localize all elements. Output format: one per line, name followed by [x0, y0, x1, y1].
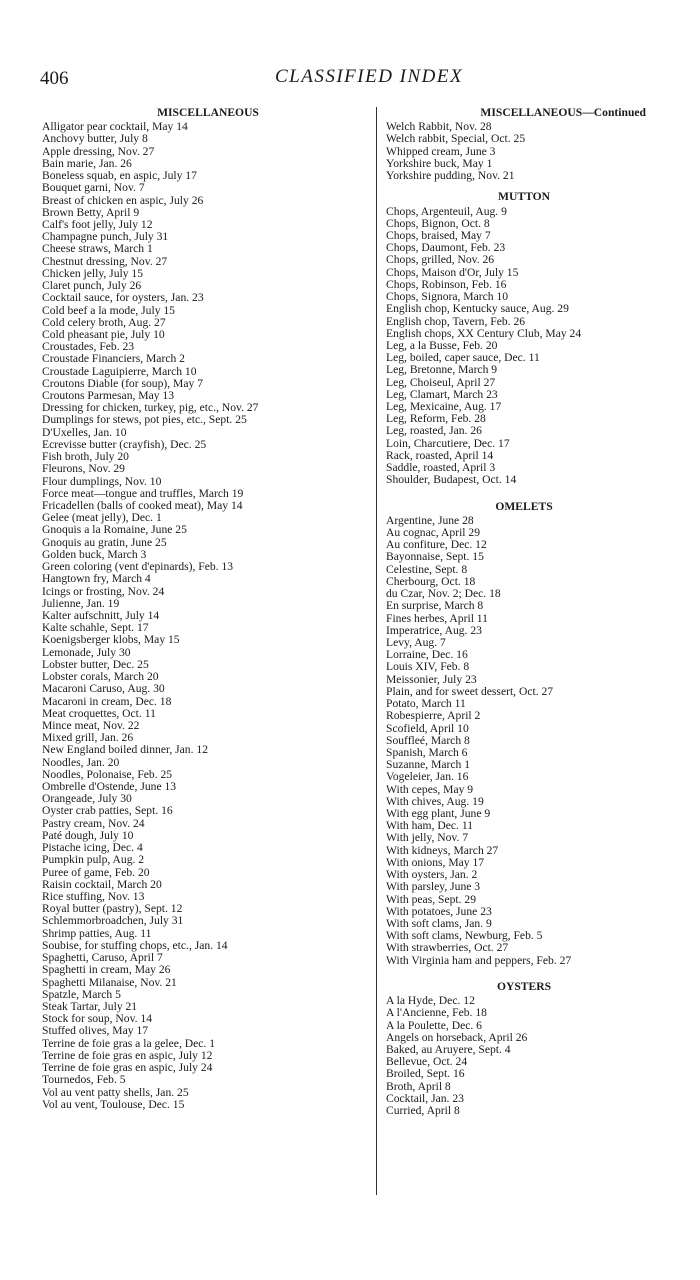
index-entry: Macaroni Caruso, Aug. 30 [42, 682, 165, 696]
section-heading-miscellaneous: MISCELLANEOUS [157, 106, 259, 119]
index-entry: Vol au vent, Toulouse, Dec. 15 [42, 1097, 185, 1111]
index-entry: Green coloring (vent d'epinards), Feb. 13 [42, 560, 234, 574]
index-entry: Spaghetti, Caruso, April 7 [42, 951, 163, 965]
index-entry: With chives, Aug. 19 [386, 794, 484, 808]
index-entry: Gelee (meat jelly), Dec. 1 [42, 511, 162, 525]
index-entry: Macaroni in cream, Dec. 18 [42, 694, 172, 708]
index-entry: Oyster crab patties, Sept. 16 [42, 804, 173, 818]
index-entry: Plain, and for sweet dessert, Oct. 27 [386, 684, 554, 698]
index-entry: With strawberries, Oct. 27 [386, 941, 509, 955]
index-entry: Leg, Choiseul, April 27 [386, 375, 496, 389]
index-entry: English chops, XX Century Club, May 24 [386, 326, 582, 340]
index-entry: Croutons Parmesan, May 13 [42, 389, 175, 403]
index-entry: Cherbourg, Oct. 18 [386, 574, 476, 588]
index-entry: Levy, Aug. 7 [386, 635, 446, 649]
index-entry: Lobster corals, March 20 [42, 670, 159, 684]
index-entry: Vol au vent patty shells, Jan. 25 [42, 1085, 189, 1099]
index-entry: Au confiture, Dec. 12 [386, 538, 487, 552]
index-entry: Leg, a la Busse, Feb. 20 [386, 338, 498, 352]
index-entry: With onions, May 17 [386, 855, 485, 869]
index-entry: Fricadellen (balls of cooked meat), May 14 [42, 499, 243, 512]
index-entry: A la Hyde, Dec. 12 [386, 994, 475, 1008]
index-entry: Leg, Reform, Feb. 28 [386, 412, 486, 426]
index-entry: Spatzle, March 5 [42, 987, 121, 1001]
index-entry: Bouquet garni, Nov. 7 [42, 181, 145, 195]
index-entry: Gnoquis au gratin, June 25 [42, 535, 167, 549]
running-head: CLASSIFIED INDEX [275, 66, 464, 87]
index-entry: English chop, Tavern, Feb. 26 [386, 314, 526, 328]
index-entry: Baked, au Aruyere, Sept. 4 [386, 1042, 511, 1056]
index-entry: Pumpkin pulp, Aug. 2 [42, 853, 145, 867]
index-entry: Rice stuffing, Nov. 13 [42, 890, 145, 903]
index-entry: With potatoes, June 23 [386, 904, 492, 918]
index-entry: Fish broth, July 20 [42, 450, 129, 464]
index-entry: Mince meat, Nov. 22 [42, 718, 140, 732]
index-entry: Claret punch, July 26 [42, 279, 142, 293]
index-entry: Loin, Charcutiere, Dec. 17 [386, 436, 510, 450]
section-heading-miscellaneous-continued: MISCELLANEOUS—Continued [480, 106, 646, 119]
entry-list [386, 515, 662, 967]
index-entry: Croustades, Feb. 23 [42, 340, 135, 354]
index-entry: With parsley, June 3 [386, 880, 481, 894]
index-entry: Alligator pear cocktail, May 14 [42, 120, 188, 134]
index-entry: Orangeade, July 30 [42, 792, 132, 806]
index-entry: Broth, April 8 [386, 1079, 451, 1093]
index-entry: Leg, boiled, caper sauce, Dec. 11 [386, 351, 540, 365]
index-entry: Cocktail, Jan. 23 [386, 1091, 464, 1105]
index-entry: Chicken jelly, July 15 [42, 266, 144, 280]
index-entry: Breast of chicken en aspic, July 26 [42, 193, 204, 207]
index-entry: With soft clams, Jan. 9 [386, 917, 492, 930]
index-entry: Tournedos, Feb. 5 [42, 1073, 126, 1087]
index-entry: Ecrevisse butter (crayfish), Dec. 25 [42, 437, 207, 451]
index-entry: Potato, March 11 [386, 697, 466, 711]
index-entry: Curried, April 8 [386, 1104, 460, 1118]
left-column [42, 107, 374, 1111]
index-entry: Dressing for chicken, turkey, pig, etc., Nov. 27 [42, 401, 259, 415]
index-entry: Terrine de foie gras en aspic, July 12 [42, 1048, 213, 1062]
index-entry: Souffleé, March 8 [386, 733, 470, 747]
section-oysters [386, 981, 662, 1117]
index-entry: With ham, Dec. 11 [386, 819, 473, 833]
entry-list [42, 121, 374, 1111]
index-entry: Hangtown fry, March 4 [42, 572, 151, 586]
index-entry: Spanish, March 6 [386, 745, 468, 759]
index-entry: Rack, roasted, April 14 [386, 448, 494, 462]
index-entry: Chops, braised, May 7 [386, 228, 491, 242]
entry-list [386, 121, 662, 182]
index-entry: Pastry cream, Nov. 24 [42, 816, 145, 830]
index-entry: Boneless squab, en aspic, July 17 [42, 169, 197, 183]
index-entry: Meissonier, July 23 [386, 672, 477, 686]
index-entry: En surprise, March 8 [386, 599, 484, 613]
index-entry: D'Uxelles, Jan. 10 [42, 425, 127, 439]
index-entry: Cold celery broth, Aug. 27 [42, 315, 166, 329]
index-entry: Chops, Maison d'Or, July 15 [386, 265, 519, 279]
index-entry: English chop, Kentucky sauce, Aug. 29 [386, 302, 569, 316]
index-entry: Gnoquis a la Romaine, June 25 [42, 523, 187, 537]
index-entry: Stock for soup, Nov. 14 [42, 1012, 153, 1026]
index-entry: With jelly, Nov. 7 [386, 831, 469, 845]
index-entry: Whipped cream, June 3 [386, 144, 496, 158]
index-entry: Leg, Clamart, March 23 [386, 387, 498, 401]
index-entry: Mixed grill, Jan. 26 [42, 731, 134, 745]
index-entry: Julienne, Jan. 19 [42, 596, 120, 610]
index-entry: Chops, Daumont, Feb. 23 [386, 241, 506, 255]
index-entry: New England boiled dinner, Jan. 12 [42, 743, 208, 757]
index-entry: Ombrelle d'Ostende, June 13 [42, 780, 177, 794]
index-entry: Terrine de foie gras a la gelee, Dec. 1 [42, 1036, 216, 1050]
index-entry: Celestine, Sept. 8 [386, 562, 468, 576]
index-entry: Spaghetti Milanaise, Nov. 21 [42, 975, 177, 989]
section-heading-mutton: MUTTON [498, 190, 550, 204]
index-entry: Vogeleier, Jan. 16 [386, 770, 469, 784]
index-entry: Argentine, June 28 [386, 513, 474, 527]
index-entry: Noodles, Jan. 20 [42, 755, 120, 769]
index-entry: Leg, Bretonne, March 9 [386, 363, 498, 377]
index-entry: Angels on horseback, April 26 [386, 1030, 528, 1044]
index-entry: Broiled, Sept. 16 [386, 1067, 465, 1081]
index-entry: A la Poulette, Dec. 6 [386, 1018, 482, 1032]
index-entry: Au cognac, April 29 [386, 526, 481, 539]
index-entry: With peas, Sept. 29 [386, 892, 477, 906]
index-entry: Flour dumplings, Nov. 10 [42, 474, 162, 488]
index-entry: Shrimp patties, Aug. 11 [42, 926, 152, 940]
index-entry: Cheese straws, March 1 [42, 242, 153, 256]
index-entry: Dumplings for stews, pot pies, etc., Sept. 25 [42, 413, 247, 427]
index-entry: With oysters, Jan. 2 [386, 868, 478, 882]
index-entry: Imperatrice, Aug. 23 [386, 623, 482, 637]
section-miscellaneous-continued [386, 107, 662, 182]
section-heading-omelets: OMELETS [495, 499, 553, 513]
index-entry: Scofield, April 10 [386, 721, 469, 735]
index-entry: Kalte schahle, Sept. 17 [42, 621, 149, 635]
index-entry: du Czar, Nov. 2; Dec. 18 [386, 587, 501, 601]
index-entry: With cepes, May 9 [386, 782, 474, 796]
index-entry: Terrine de foie gras en aspic, July 24 [42, 1061, 213, 1075]
index-entry: Champagne punch, July 31 [42, 230, 169, 244]
index-entry: Yorkshire buck, May 1 [386, 156, 493, 170]
index-entry: Steak Tartar, July 21 [42, 999, 138, 1013]
index-entry: Icings or frosting, Nov. 24 [42, 584, 165, 598]
index-entry: Paté dough, July 10 [42, 828, 134, 842]
index-entry: Chops, Signora, March 10 [386, 290, 509, 304]
index-entry: Cold pheasant pie, July 10 [42, 327, 165, 341]
index-entry: Chops, Bignon, Oct. 8 [386, 216, 490, 230]
index-entry: Welch Rabbit, Nov. 28 [386, 120, 492, 134]
index-entry: Croustade Laguipierre, March 10 [42, 364, 197, 378]
index-entry: Chops, Robinson, Feb. 16 [386, 277, 507, 291]
index-entry: Brown Betty, April 9 [42, 205, 140, 219]
section-omelets [386, 501, 662, 967]
index-entry: Meat croquettes, Oct. 11 [42, 706, 156, 720]
index-entry: Raisin cocktail, March 20 [42, 877, 162, 891]
index-entry: Chops, Argenteuil, Aug. 9 [386, 204, 507, 218]
index-entry: Fleurons, Nov. 29 [42, 462, 125, 476]
index-entry: Force meat—tongue and truffles, March 19 [42, 486, 244, 500]
index-entry: With kidneys, March 27 [386, 843, 499, 857]
index-entry: Lobster butter, Dec. 25 [42, 657, 149, 671]
index-entry: With egg plant, June 9 [386, 807, 491, 821]
index-entry: Golden buck, March 3 [42, 547, 147, 561]
index-entry: Fines herbes, April 11 [386, 611, 488, 625]
index-entry: Pistache icing, Dec. 4 [42, 841, 143, 855]
index-entry: Royal butter (pastry), Sept. 12 [42, 902, 183, 916]
index-entry: Robespierre, April 2 [386, 709, 481, 723]
index-entry: Saddle, roasted, April 3 [386, 461, 496, 475]
index-entry: Bain marie, Jan. 26 [42, 156, 132, 170]
index-entry: Calf's foot jelly, July 12 [42, 217, 153, 231]
index-entry: Noodles, Polonaise, Feb. 25 [42, 767, 173, 781]
index-entry: Puree of game, Feb. 20 [42, 865, 150, 879]
index-entry: Chops, grilled, Nov. 26 [386, 253, 495, 267]
index-entry: Cold beef a la mode, July 15 [42, 303, 175, 317]
index-entry: Leg, roasted, Jan. 26 [386, 424, 482, 438]
index-entry: Koenigsberger klobs, May 15 [42, 633, 180, 647]
index-entry: Chestnut dressing, Nov. 27 [42, 254, 168, 268]
column-rule [376, 107, 377, 1195]
index-entry: Croutons Diable (for soup), May 7 [42, 376, 203, 390]
index-entry: With Virginia ham and peppers, Feb. 27 [386, 953, 572, 967]
index-entry: Lemonade, July 30 [42, 645, 131, 659]
index-entry: Suzanne, March 1 [386, 758, 471, 772]
right-column [386, 107, 662, 1117]
index-entry: Anchovy butter, July 8 [42, 132, 148, 146]
section-miscellaneous [42, 107, 374, 1111]
entry-list [386, 995, 662, 1117]
index-entry: Yorkshire pudding, Nov. 21 [386, 169, 515, 183]
index-entry: Leg, Mexicaine, Aug. 17 [386, 400, 502, 414]
entry-list [386, 206, 662, 487]
index-entry: Bayonnaise, Sept. 15 [386, 550, 484, 564]
index-entry: Soubise, for stuffing chops, etc., Jan. 14 [42, 938, 228, 952]
index-entry: Lorraine, Dec. 16 [386, 648, 468, 662]
index-entry: With soft clams, Newburg, Feb. 5 [386, 929, 543, 943]
page-number: 406 [40, 68, 69, 89]
index-entry: Welch rabbit, Special, Oct. 25 [386, 132, 526, 146]
section-heading-oysters: OYSTERS [496, 979, 552, 993]
index-entry: Croustade Financiers, March 2 [42, 352, 185, 366]
index-entry: Stuffed olives, May 17 [42, 1024, 149, 1038]
index-entry: Bellevue, Oct. 24 [386, 1055, 468, 1069]
index-entry: Schlemmorbroadchen, July 31 [42, 914, 184, 928]
index-entry: Louis XIV, Feb. 8 [386, 660, 470, 674]
index-entry: Kalter aufschnitt, July 14 [42, 608, 160, 622]
index-entry: Spaghetti in cream, May 26 [42, 963, 171, 977]
index-entry: Cocktail sauce, for oysters, Jan. 23 [42, 291, 204, 305]
index-entry: A l'Ancienne, Feb. 18 [386, 1006, 487, 1020]
index-entry: Apple dressing, Nov. 27 [42, 144, 155, 158]
section-mutton [386, 191, 662, 486]
index-entry: Shoulder, Budapest, Oct. 14 [386, 473, 517, 487]
